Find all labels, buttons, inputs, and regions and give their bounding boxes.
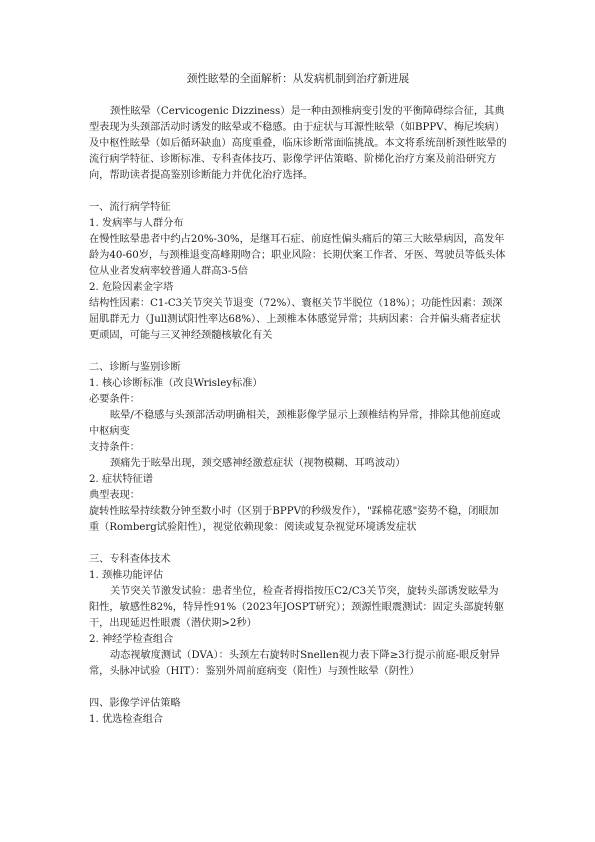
section-heading-diagnosis: 二、诊断与鉴别诊断 xyxy=(89,362,181,373)
section-spacer xyxy=(89,344,507,360)
subsection-heading-cervical-function: 1. 颈椎功能评估 xyxy=(89,570,164,581)
section-spacer xyxy=(89,680,507,696)
neuro-exam-paragraph: 动态视敏度测试（DVA）：头颈左右旋转时Snellen视力表下降≥3行提示前庭-眼反射异常，头脉冲试验（HIT）：鉴别外周前庭病变（阳性）与颈性眩晕（阴性） xyxy=(89,650,500,677)
support-paragraph: 颈痛先于眩晕出现，颈交感神经激惹症状（视物模糊、耳鸣波动） xyxy=(110,458,406,469)
subsection-heading-symptoms: 2. 症状特征谱 xyxy=(89,474,153,485)
required-label: 必要条件： xyxy=(89,394,140,405)
incidence-paragraph: 在慢性眩晕患者中约占20%-30%，是继耳石症、前庭性偏头痛后的第三大眩晕病因，高发年龄为40-60岁，与颈椎退变高峰期吻合；职业风险：长期伏案工作者、牙医、驾驶员等低头体位从业者发病率较普通人群高3-5倍 xyxy=(89,234,506,277)
section-spacer xyxy=(89,536,507,552)
cervical-function-paragraph: 关节突关节激发试验：患者坐位，检查者拇指按压C2/C3关节突，旋转头部诱发眩晕为阳性，敏感性82%，特异性91%（2023年JOSPT研究）；颈源性眼震测试：固定头部旋转躯干，出现延迟性眼震（潜伏期>2秒） xyxy=(89,586,504,629)
section-spacer xyxy=(89,184,507,200)
section-heading-epidemiology: 一、流行病学特征 xyxy=(89,202,171,213)
subsection-heading-criteria: 1. 核心诊断标准（改良Wrisley标准） xyxy=(89,378,263,389)
subsection-heading-preferred-exams: 1. 优选检查组合 xyxy=(89,714,164,725)
required-paragraph: 眩晕/不稳感与头颈部活动明确相关，颈椎影像学显示上颈椎结构异常，排除其他前庭或中枢病变 xyxy=(89,410,501,437)
document-title: 颈性眩晕的全面解析：从发病机制到治疗新进展 xyxy=(186,73,410,85)
support-label: 支持条件： xyxy=(89,442,140,453)
intro-paragraph: 颈性眩晕（Cervicogenic Dizziness）是一种由颈椎病变引发的平衡障碍综合征，其典型表现为头颈部活动时诱发的眩晕或不稳感。由于症状与耳源性眩晕（如BPPV、梅尼埃病）及中枢性眩晕（如后循环缺血）高度重叠，临床诊断常面临挑战。本文将系统剖析颈性眩晕的流行病学特征、诊断标准、专科查体技巧、影像学评估策略、阶梯化治疗方案及前沿研究方向，帮助读者提高鉴别诊断能力并优化治疗选择。 xyxy=(89,106,507,181)
typical-label: 典型表现： xyxy=(89,490,140,501)
document-body xyxy=(89,71,507,728)
subsection-heading-risk-factors: 2. 危险因素金字塔 xyxy=(89,282,174,293)
subsection-heading-incidence: 1. 发病率与人群分布 xyxy=(89,218,184,229)
typical-paragraph: 旋转性眩晕持续数分钟至数小时（区别于BPPV的秒级发作），"踩棉花感"姿势不稳，闭眼加重（Romberg试验阳性），视觉依赖现象：阅读或复杂视觉环境诱发症状 xyxy=(89,506,499,533)
section-heading-imaging: 四、影像学评估策略 xyxy=(89,698,181,709)
risk-factors-paragraph: 结构性因素：C1-C3关节突关节退变（72%）、寰枢关节半脱位（18%）；功能性因素：颈深屈肌群无力（Jull测试阳性率达68%）、上颈椎本体感觉异常；共病因素：合并偏头痛者症状更顽固，可能与三叉神经颈髓核敏化有关 xyxy=(89,298,503,341)
section-heading-physical-exam: 三、专科查体技术 xyxy=(89,554,171,565)
subsection-heading-neuro-exam: 2. 神经学检查组合 xyxy=(89,634,174,645)
